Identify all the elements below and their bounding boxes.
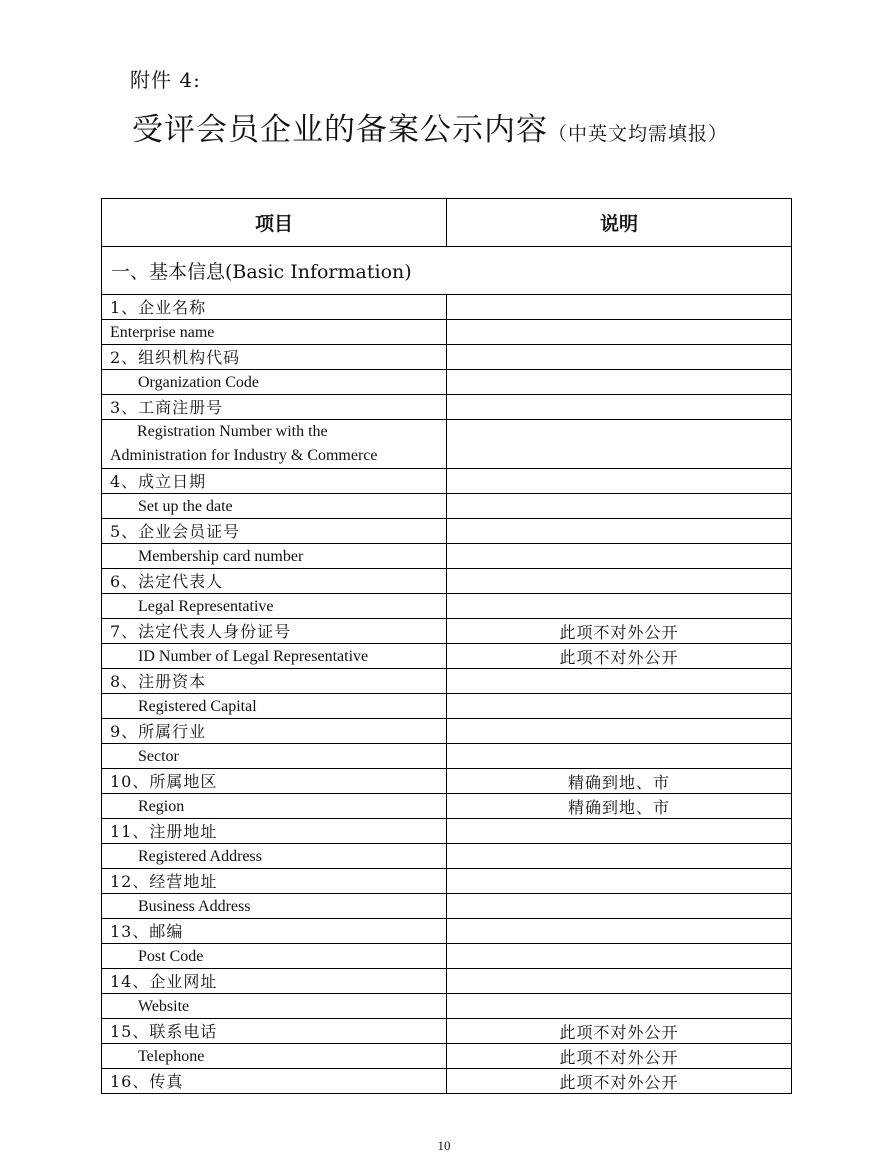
header-item: 项目 xyxy=(102,199,447,247)
desc-cell xyxy=(447,844,792,869)
item-cell: Set up the date xyxy=(102,494,447,519)
item-cell xyxy=(102,420,447,469)
item-cell: 8、注册资本 xyxy=(102,669,447,694)
item-cell: Telephone xyxy=(102,1044,447,1069)
item-cell: Membership card number xyxy=(102,544,447,569)
desc-cell xyxy=(447,719,792,744)
desc-cell xyxy=(447,544,792,569)
item-cell: 2、组织机构代码 xyxy=(102,345,447,370)
desc-cell xyxy=(447,345,792,370)
item-cell: Website xyxy=(102,994,447,1019)
item-cell: 10、所属地区 xyxy=(102,769,447,794)
desc-cell xyxy=(447,494,792,519)
item-cell: Organization Code xyxy=(102,370,447,395)
desc-cell xyxy=(447,919,792,944)
desc-cell xyxy=(447,694,792,719)
item-cell: Registered Address xyxy=(102,844,447,869)
item-cell: 5、企业会员证号 xyxy=(102,519,447,544)
item-cell: 11、注册地址 xyxy=(102,819,447,844)
desc-cell xyxy=(447,469,792,494)
item-cell: ID Number of Legal Representative xyxy=(102,644,447,669)
item-cell: 15、联系电话 xyxy=(102,1019,447,1044)
desc-cell xyxy=(447,969,792,994)
desc-cell xyxy=(447,370,792,395)
item-cell: Enterprise name xyxy=(102,320,447,345)
desc-cell: 此项不对外公开 xyxy=(447,619,792,644)
desc-cell xyxy=(447,594,792,619)
item-cell: 14、企业网址 xyxy=(102,969,447,994)
desc-cell xyxy=(447,420,792,469)
item-cell: Sector xyxy=(102,744,447,769)
desc-cell xyxy=(447,569,792,594)
item-cell: Region xyxy=(102,794,447,819)
item-cell: 7、法定代表人身份证号 xyxy=(102,619,447,644)
page-number: 10 xyxy=(437,1138,451,1153)
item-cell: 13、邮编 xyxy=(102,919,447,944)
desc-cell xyxy=(447,295,792,320)
item-line-1: Registration Number with the xyxy=(137,423,328,440)
desc-cell xyxy=(447,669,792,694)
desc-cell xyxy=(447,894,792,919)
item-cell: Business Address xyxy=(102,894,447,919)
filing-table xyxy=(101,198,792,1094)
desc-cell xyxy=(447,519,792,544)
desc-cell: 此项不对外公开 xyxy=(447,644,792,669)
section-title: 一、基本信息(Basic Information) xyxy=(102,247,792,295)
desc-cell xyxy=(447,744,792,769)
title-note: （中英文均需填报） xyxy=(548,123,729,145)
item-cell: 3、工商注册号 xyxy=(102,395,447,420)
item-line-2: Administration for Industry & Commerce xyxy=(110,447,378,464)
desc-cell xyxy=(447,819,792,844)
desc-cell: 此项不对外公开 xyxy=(447,1044,792,1069)
title-main: 受评会员企业的备案公示内容 xyxy=(132,112,548,148)
desc-cell xyxy=(447,944,792,969)
item-cell: Post Code xyxy=(102,944,447,969)
header-description: 说明 xyxy=(447,199,792,247)
desc-cell xyxy=(447,395,792,420)
desc-cell xyxy=(447,320,792,345)
attachment-label: 附件 4: xyxy=(130,68,201,92)
item-cell: 6、法定代表人 xyxy=(102,569,447,594)
desc-cell: 此项不对外公开 xyxy=(447,1069,792,1094)
desc-cell: 此项不对外公开 xyxy=(447,1019,792,1044)
desc-cell: 精确到地、市 xyxy=(447,769,792,794)
item-cell: 16、传真 xyxy=(102,1069,447,1094)
desc-cell xyxy=(447,994,792,1019)
item-cell: 1、企业名称 xyxy=(102,295,447,320)
desc-cell: 精确到地、市 xyxy=(447,794,792,819)
table-header-row xyxy=(102,199,792,247)
section-row xyxy=(102,247,792,295)
item-cell: Legal Representative xyxy=(102,594,447,619)
item-cell: 4、成立日期 xyxy=(102,469,447,494)
desc-cell xyxy=(447,869,792,894)
document-title xyxy=(132,104,728,149)
item-cell: Registered Capital xyxy=(102,694,447,719)
item-cell: 12、经营地址 xyxy=(102,869,447,894)
item-cell: 9、所属行业 xyxy=(102,719,447,744)
